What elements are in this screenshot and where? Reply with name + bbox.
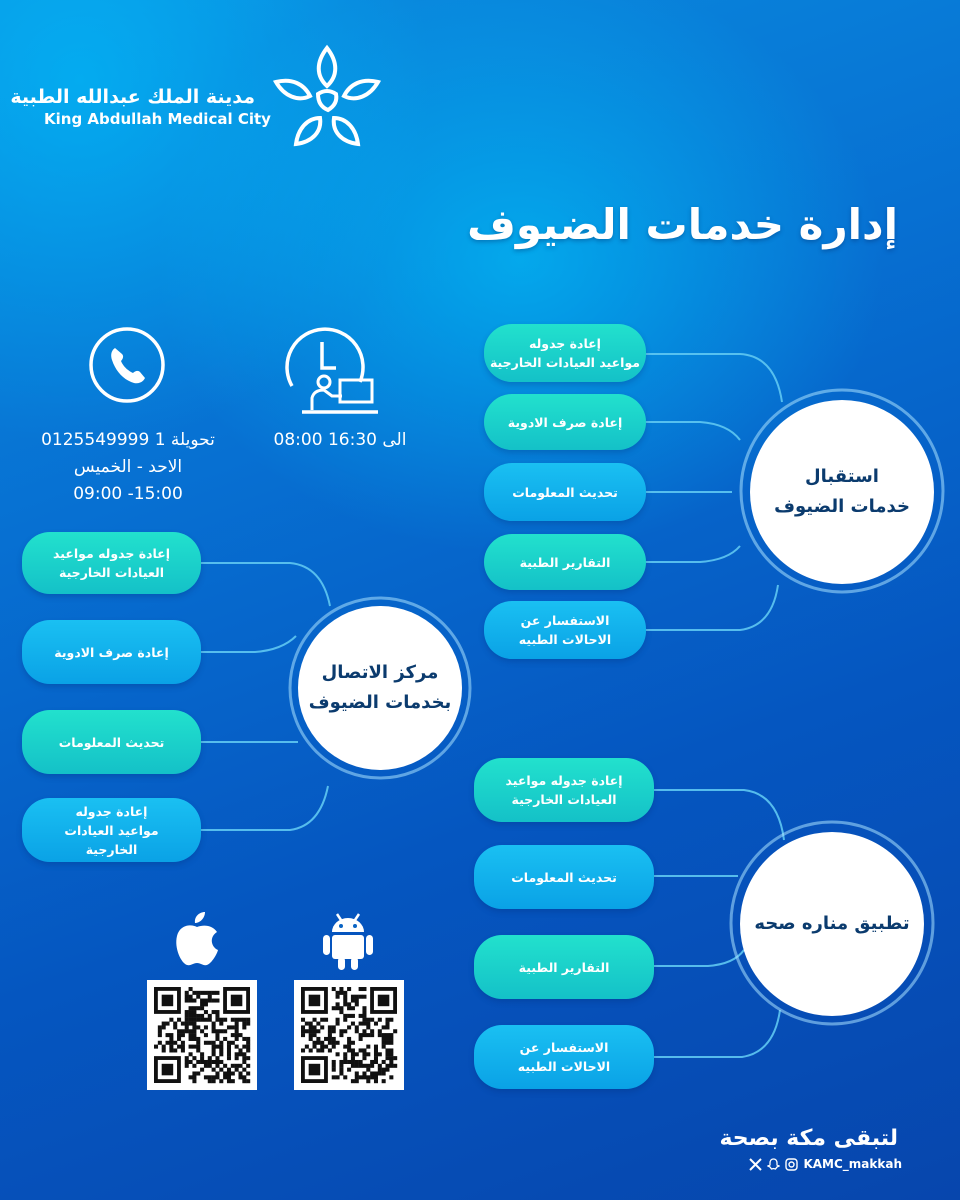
app-item-medical-reports: التقارير الطبية	[474, 935, 654, 999]
logo-name-arabic: مدينة الملك عبدالله الطبية	[10, 86, 255, 108]
page-title: إدارة خدمات الضيوف	[467, 200, 898, 249]
reception-item-referrals: الاستفسار عن الاحالات الطبيه	[484, 601, 646, 659]
logo-name-english: King Abdullah Medical City	[44, 110, 271, 128]
x-icon[interactable]	[749, 1158, 762, 1171]
reception-item-medical-reports: التقارير الطبية	[484, 534, 646, 590]
reception-item-reschedule: إعادة جدوله مواعيد العيادات الخارجية	[484, 324, 646, 382]
footer-handle[interactable]: KAMC_makkah	[803, 1157, 902, 1171]
hub-call-center: مركز الاتصال بخدمات الضيوف	[298, 606, 462, 770]
snapchat-icon[interactable]	[767, 1158, 780, 1171]
app-item-referrals: الاستفسار عن الاحالات الطبيه	[474, 1025, 654, 1089]
qr-code-android[interactable]	[294, 980, 404, 1090]
app-item-update-info: تحديث المعلومات	[474, 845, 654, 909]
android-icon	[320, 910, 376, 972]
hub-reception: استقبال خدمات الضيوف	[750, 400, 934, 584]
callcenter-item-reschedule-2: إعادة جدوله مواعيد العيادات الخارجية	[22, 798, 201, 862]
app-item-reschedule: إعادة جدوله مواعيد العيادات الخارجية	[474, 758, 654, 822]
phone-icon	[88, 326, 166, 404]
reception-item-medication: إعادة صرف الادوية	[484, 394, 646, 450]
phone-time: 09:00 -15:00	[73, 484, 183, 504]
phone-days: الاحد - الخميس	[73, 457, 183, 477]
callcenter-item-reschedule: إعادة جدوله مواعيد العيادات الخارجية	[22, 532, 201, 594]
clock-desk-icon	[280, 324, 380, 420]
footer-tagline: لتبقى مكة بصحة	[719, 1126, 898, 1151]
reception-item-update-info: تحديث المعلومات	[484, 463, 646, 521]
apple-icon	[172, 908, 222, 968]
phone-number: 0125549999 تحويلة 1	[41, 430, 215, 450]
kamc-logo-icon	[272, 44, 382, 148]
qr-code-ios[interactable]	[147, 980, 257, 1090]
callcenter-item-medication: إعادة صرف الادوية	[22, 620, 201, 684]
working-hours: 08:00 الى 16:30	[273, 430, 407, 450]
instagram-icon[interactable]	[785, 1158, 798, 1171]
hub-app: تطبيق مناره صحه	[740, 832, 924, 1016]
callcenter-item-update-info: تحديث المعلومات	[22, 710, 201, 774]
